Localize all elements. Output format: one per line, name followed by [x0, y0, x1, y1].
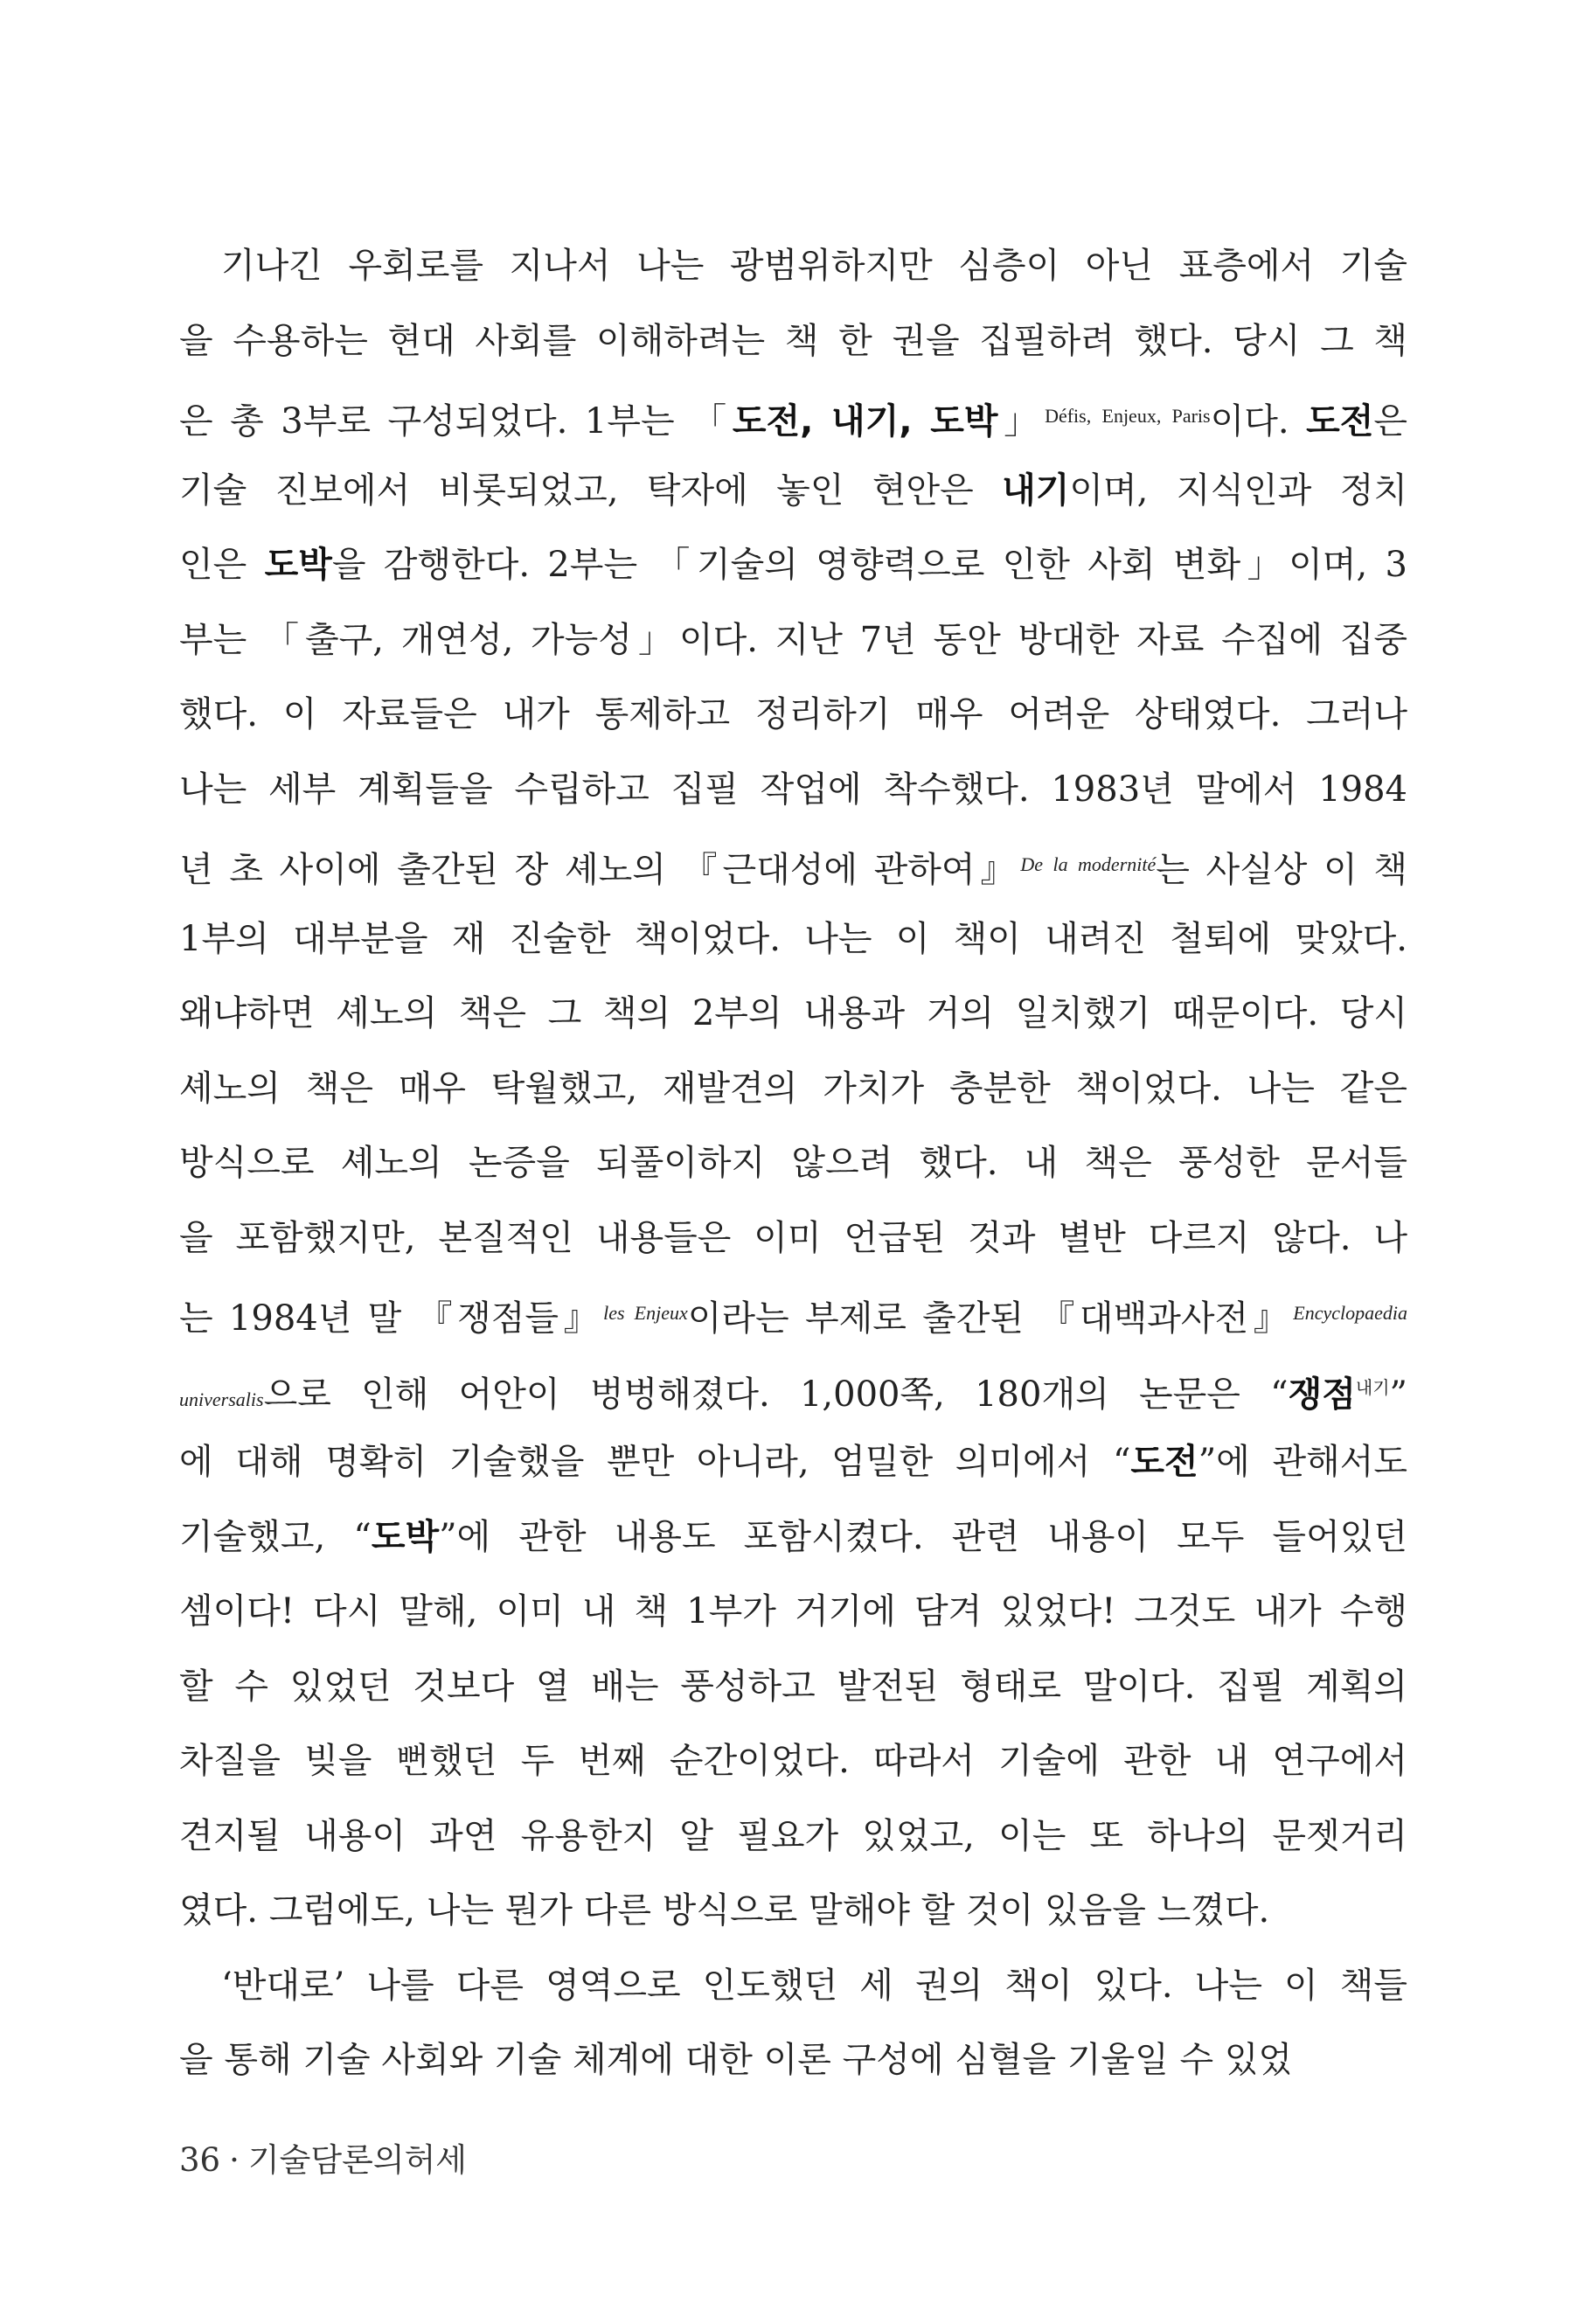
text-run: ‘반대로’ 나를 다른 영역으로 인도했던 세 권의 책이 있다. 나는 이 책들: [221, 1965, 1407, 2006]
text-run: 은 총 3부로 구성되었다. 1부는 「: [179, 401, 733, 442]
text-run: 셈이다! 다시 말해, 이미 내 책 1부가 거기에 담겨 있었다! 그것도 내가 수행: [179, 1591, 1407, 1632]
paragraph: [179, 229, 1407, 1949]
text-line: [179, 528, 1407, 603]
text-run: 에 대해 명확히 기술했을 뿐만 아니라, 엄밀한 의미에서 “: [179, 1442, 1131, 1482]
footer-separator: ·: [229, 2141, 240, 2179]
text-run: 이며, 지식인과 정치: [1069, 470, 1407, 511]
text-line: [179, 1425, 1407, 1500]
text-run: 나는 세부 계획들을 수립하고 집필 작업에 착수했다. 1983년 말에서 1984: [179, 769, 1407, 810]
text-run: 방식으로 셰노의 논증을 되풀이하지 않으려 했다. 내 책은 풍성한 문서들: [179, 1143, 1407, 1183]
text-line: [179, 603, 1407, 678]
text-line: [179, 1575, 1407, 1650]
text-line: [179, 454, 1407, 529]
french-title-gloss: les Enjeux: [603, 1302, 688, 1324]
text-line: [179, 1276, 1407, 1351]
text-run: 기나긴 우회로를 지나서 나는 광범위하지만 심층이 아닌 표층에서 기술: [221, 246, 1407, 286]
text-line: [179, 1052, 1407, 1127]
text-line: [179, 1949, 1407, 2024]
french-title-gloss: De la modernité: [1020, 853, 1157, 875]
text-line: [179, 1500, 1407, 1576]
french-gloss: Défis, Enjeux, Paris: [1045, 405, 1211, 427]
text-run: 였다. 그럼에도, 나는 뭔가 다른 방식으로 말해야 할 것이 있음을 느꼈다.: [179, 1890, 1270, 1931]
text-run: 는 사실상 이 책: [1156, 850, 1407, 890]
text-line: [179, 977, 1407, 1052]
french-title-gloss: universalis: [179, 1388, 264, 1410]
text-line: [179, 1799, 1407, 1875]
emphasis-term: 도박: [371, 1516, 440, 1557]
text-line: [179, 827, 1407, 902]
text-line: [179, 902, 1407, 978]
page-footer: [179, 2133, 467, 2181]
text-run: 1부의 대부분을 재 진술한 책이었다. 나는 이 책이 내려진 철퇴에 맞았다.: [179, 918, 1407, 959]
text-line: [179, 1650, 1407, 1725]
korean-superscript-gloss: 내기: [1355, 1376, 1390, 1398]
text-run: 셰노의 책은 매우 탁월했고, 재발견의 가치가 충분한 책이었다. 나는 같은: [179, 1068, 1407, 1109]
text-line: [179, 1126, 1407, 1201]
body-text: [179, 229, 1407, 2098]
text-run: ”: [1389, 1374, 1407, 1415]
text-run: 을 수용하는 현대 사회를 이해하려는 책 한 권을 집필하려 했다. 당시 그 책: [179, 320, 1407, 361]
text-line: [179, 1874, 1407, 1949]
emphasis-term: 도박: [264, 545, 332, 585]
text-run: 인은: [179, 545, 265, 585]
paragraph: [179, 1949, 1407, 2098]
text-run: 기술했고, “: [179, 1516, 372, 1557]
text-line: [179, 1351, 1407, 1426]
emphasis-term: 도전: [1130, 1442, 1198, 1482]
text-run: 차질을 빚을 뻔했던 두 번째 순간이었다. 따라서 기술에 관한 내 연구에서: [179, 1741, 1407, 1781]
text-run: 이라는 부제로 출간된 『대백과사전』: [687, 1298, 1294, 1339]
text-line: [179, 1724, 1407, 1799]
text-line: [179, 753, 1407, 828]
text-run: 기술 진보에서 비롯되었고, 탁자에 놓인 현안은: [179, 470, 1003, 511]
french-title-gloss: Encyclopaedia: [1293, 1302, 1407, 1324]
running-title: 기술담론의허세: [247, 2141, 468, 2179]
text-line: [179, 304, 1407, 379]
text-run: 으로 인해 어안이 벙벙해졌다. 1,000쪽, 180개의 논문은 “: [263, 1374, 1289, 1415]
text-run: 견지될 내용이 과연 유용한지 알 필요가 있었고, 이는 또 하나의 문젯거리: [179, 1815, 1407, 1856]
text-line: [179, 1201, 1407, 1277]
text-run: 했다. 이 자료들은 내가 통제하고 정리하기 매우 어려운 상태였다. 그러나: [179, 694, 1407, 734]
emphasis-term: 쟁점: [1288, 1374, 1356, 1415]
text-run: 을 감행한다. 2부는 「기술의 영향력으로 인한 사회 변화」이며, 3: [331, 545, 1407, 585]
page-number: 36: [179, 2141, 221, 2179]
text-run: 왜냐하면 셰노의 책은 그 책의 2부의 내용과 거의 일치했기 때문이다. 당시: [179, 993, 1407, 1033]
text-run: 부는 「출구, 개연성, 가능성」이다. 지난 7년 동안 방대한 자료 수집에 집중: [179, 619, 1407, 660]
text-run: 이다.: [1210, 401, 1307, 442]
text-run: 」: [997, 401, 1046, 442]
text-run: 을 통해 기술 사회와 기술 체계에 대한 이론 구성에 심혈을 기울일 수 있었: [179, 2040, 1293, 2080]
emphasis-term: 도전: [1306, 401, 1374, 442]
text-run: ”에 관해서도: [1198, 1442, 1407, 1482]
text-line: [179, 379, 1407, 454]
emphasis-term: 도전, 내기, 도박: [732, 401, 998, 442]
text-run: 을 포함했지만, 본질적인 내용들은 이미 언급된 것과 별반 다르지 않다. 나: [179, 1217, 1407, 1258]
text-line: [179, 229, 1407, 304]
text-line: [179, 2023, 1407, 2098]
emphasis-term: 내기: [1002, 470, 1070, 511]
text-run: 년 초 사이에 출간된 장 셰노의 『근대성에 관하여』: [179, 850, 1021, 890]
text-run: ”에 관한 내용도 포함시켰다. 관련 내용이 모두 들어있던: [439, 1516, 1407, 1557]
text-run: 는 1984년 말 『쟁점들』: [179, 1298, 604, 1339]
text-run: 은: [1373, 401, 1407, 442]
text-line: [179, 678, 1407, 753]
text-run: 할 수 있었던 것보다 열 배는 풍성하고 발전된 형태로 말이다. 집필 계획의: [179, 1666, 1407, 1707]
